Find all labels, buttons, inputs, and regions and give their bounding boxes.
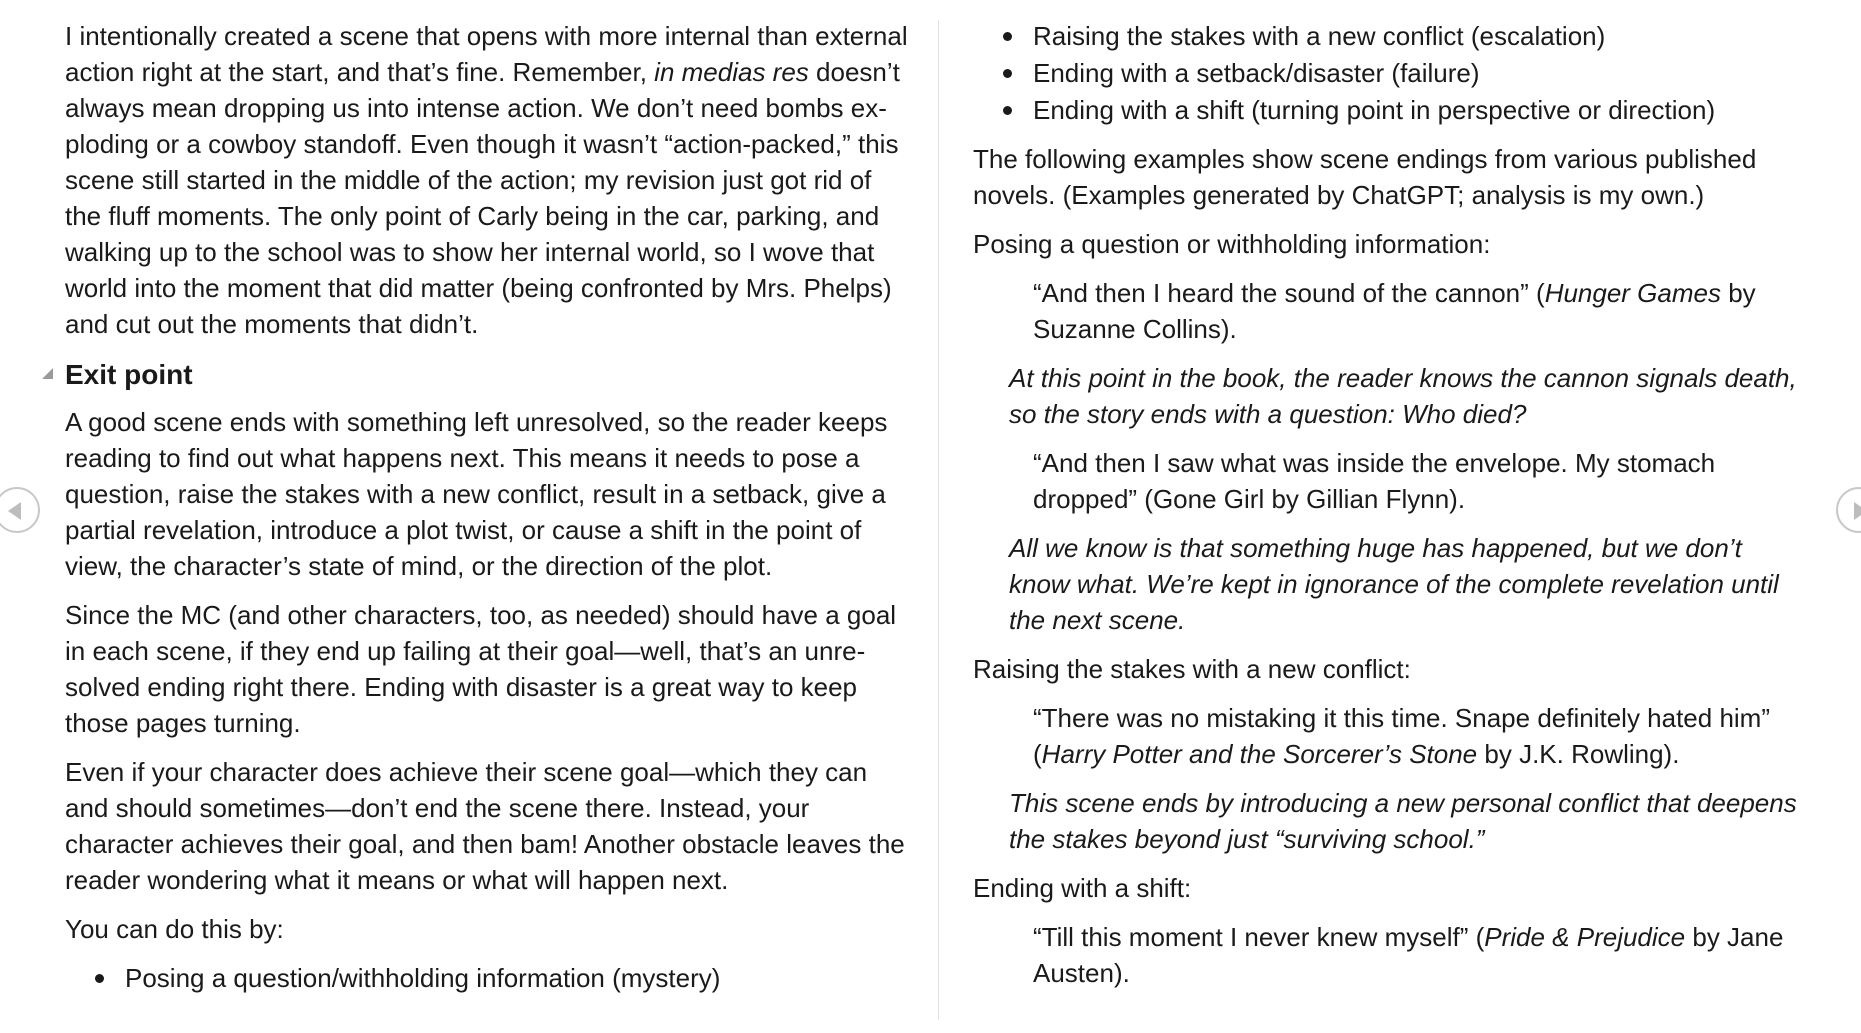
text-run: by Jane Austen).: [1033, 922, 1784, 988]
text-run: “Till this moment I never knew myself” (: [1033, 922, 1485, 952]
list-item: Ending with a shift (turning point in perspective or direction): [973, 92, 1808, 128]
text-run: doesn’t always mean dropping us into intense action. We don’t need bombs exploding or a cowboy standoff. Even though it wasn’t “action-packed,” this scene still started in the middle of the action; my revision just got rid of the fluff moments. The only point of Carly being in the car, parking, and walking up to the school was to show her internal world, so I wove that world into the moment that did matter (being confronted by Mrs. Phelps) and cut out the moments that didn’t.: [65, 57, 900, 339]
example-quote: [973, 919, 1808, 991]
column-divider: [938, 20, 939, 1020]
list-item: Ending with a setback/disaster (failure): [973, 55, 1808, 91]
list-item: Raising the stakes with a new conflict (escalation): [973, 18, 1808, 54]
text-run: by J.K. Rowling).: [1477, 739, 1680, 769]
paragraph: You can do this by:: [65, 914, 284, 944]
bullet-list: [65, 960, 911, 996]
italic-text: Harry Potter and the Sorcerer’s Stone: [1041, 739, 1478, 769]
example-label: Posing a question or withholding information:: [973, 229, 1491, 259]
section-heading-text: Exit point: [65, 359, 193, 390]
chevron-left-icon: [8, 502, 21, 520]
text-run: “And then I saw what was inside the envelope. My stomach dropped” (Gone Girl by Gillian Flynn).: [1033, 448, 1716, 514]
chevron-right-icon: [1854, 502, 1861, 520]
paragraph: The following examples show scene endings from various published novels. (Examples generated by ChatGPT; analysis is my own.): [973, 144, 1757, 210]
italic-text: Hunger Games: [1544, 278, 1721, 308]
paragraph: [65, 18, 911, 342]
right-column: [973, 18, 1808, 1004]
paragraph: Since the MC (and other characters, too, as needed) should have a goal in each scene, if they end up failing at their goal—well, that’s an unresolved ending right there. Ending with disaster is a great way to keep those pages turning.: [65, 600, 897, 738]
section-heading: [65, 355, 911, 395]
text-run: by Suzanne Collins).: [1033, 278, 1756, 344]
next-page-button[interactable]: [1836, 487, 1861, 533]
italic-text: in medias res: [654, 57, 809, 87]
collapse-heading-icon[interactable]: [42, 368, 53, 379]
italic-text: Pride & Prejudice: [1484, 922, 1686, 952]
list-item: Posing a question/withholding information (mystery): [65, 960, 911, 996]
example-analysis: This scene ends by introducing a new personal conflict that deepens the stakes beyond just “surviving school.”: [1009, 788, 1797, 854]
left-column: [65, 18, 911, 1009]
example-analysis: All we know is that something huge has happened, but we don’t know what. We’re kept in ignorance of the complete revelation until the next scene.: [1009, 533, 1779, 635]
text-run: I intentionally created a scene that opens with more internal than external action right at the start, and that’s fine. Remember,: [65, 21, 908, 87]
example-label: Raising the stakes with a new conflict:: [973, 654, 1411, 684]
paragraph: A good scene ends with something left unresolved, so the reader keeps reading to find out what happens next. This means it needs to pose a question, raise the stakes with a new conflict, result in a setback, give a partial revelation, introduce a plot twist, or cause a shift in the point of view, the character’s state of mind, or the direction of the plot.: [65, 407, 888, 581]
example-label: Ending with a shift:: [973, 873, 1192, 903]
paragraph: Even if your character does achieve their scene goal—which they can and should sometimes—don’t end the scene there. Instead, your character achieves their goal, and then bam! Another obstacle leaves the reader wondering what it means or what will happen next.: [65, 757, 905, 895]
example-quote: [973, 700, 1808, 772]
example-quote: [973, 275, 1808, 347]
bullet-list: [973, 18, 1808, 128]
previous-page-button[interactable]: [0, 487, 40, 533]
text-run: “And then I heard the sound of the cannon” (: [1033, 278, 1545, 308]
example-quote: [973, 445, 1808, 517]
example-analysis: At this point in the book, the reader knows the cannon signals death, so the story ends with a question: Who died?: [1009, 363, 1797, 429]
text-run: “There was no mistaking it this time. Snape definitely hated him” (: [1033, 703, 1771, 769]
